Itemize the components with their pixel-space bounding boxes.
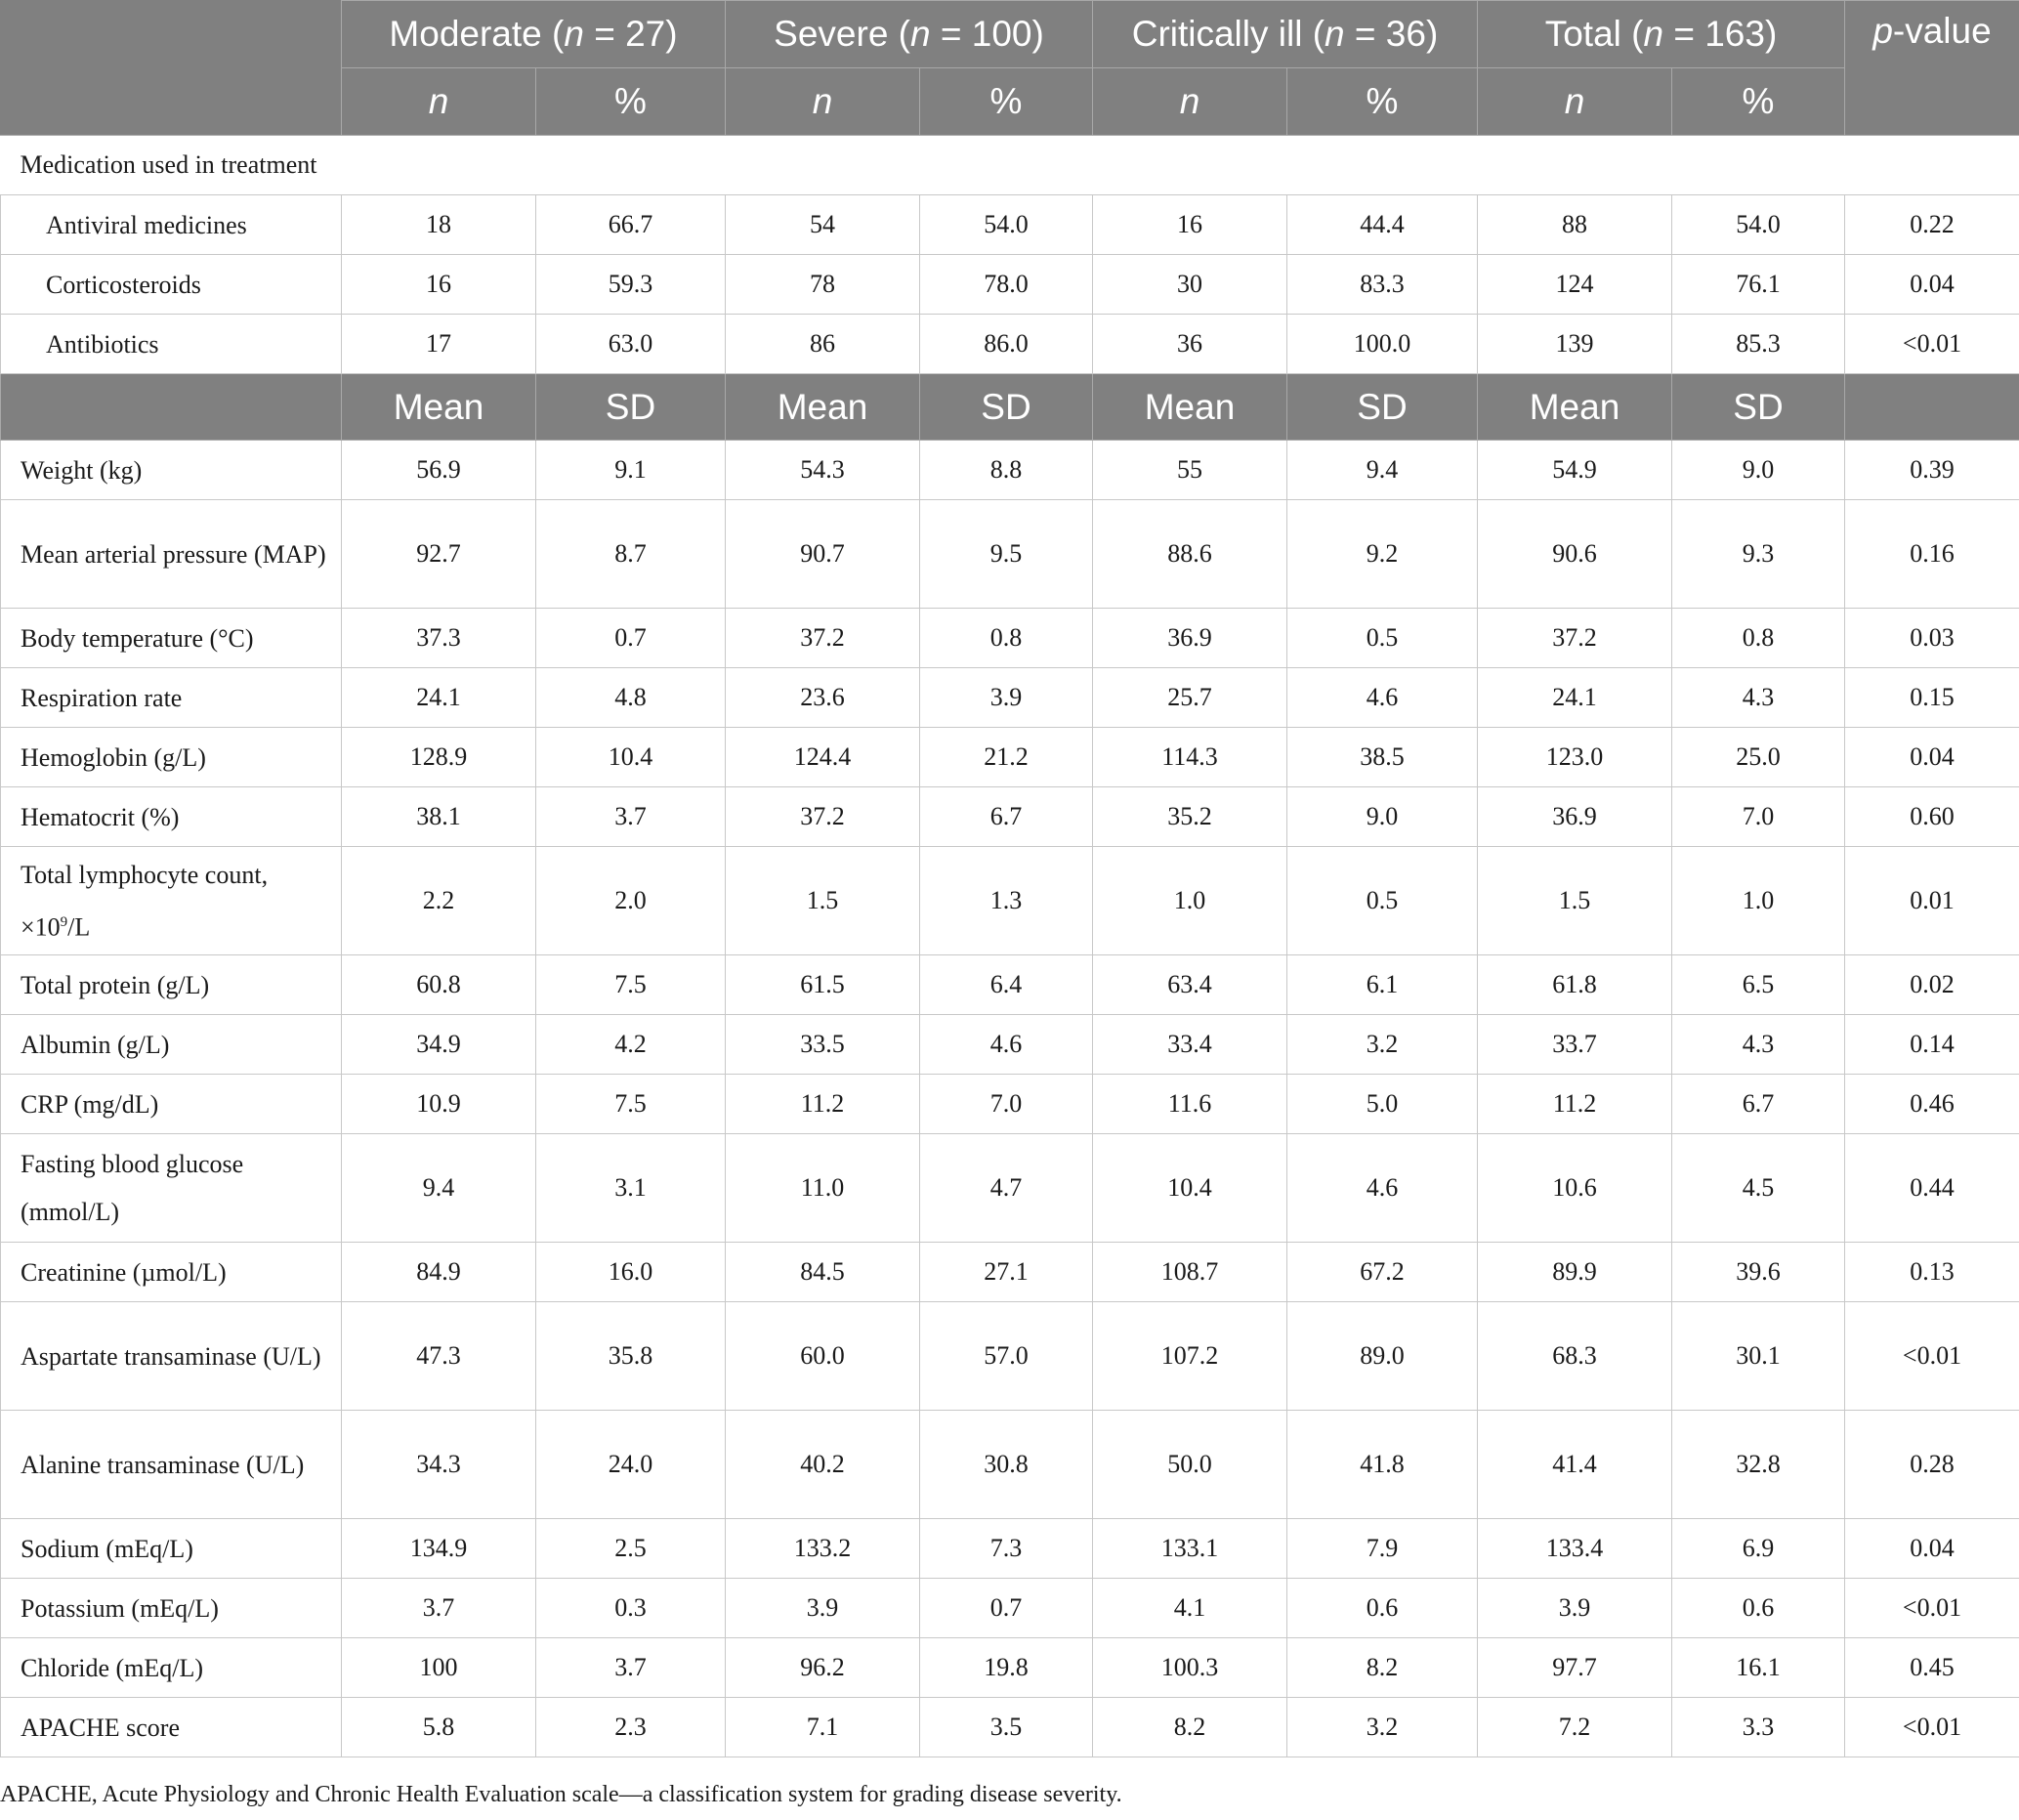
table-cell: 107.2 <box>1093 1302 1287 1411</box>
p-value-cell: 0.04 <box>1845 728 2019 787</box>
table-cell: 4.2 <box>536 1015 726 1075</box>
table-cell: 54.0 <box>1672 195 1845 255</box>
table-cell: 0.6 <box>1672 1579 1845 1638</box>
table-cell: 90.6 <box>1478 500 1672 609</box>
table-cell: 9.5 <box>920 500 1093 609</box>
table-cell: 5.0 <box>1287 1075 1478 1134</box>
table-cell: 30.1 <box>1672 1302 1845 1411</box>
table-cell: 37.2 <box>726 787 920 847</box>
row-label: Weight (kg) <box>1 441 342 500</box>
table-row <box>1 1519 2019 1579</box>
table-cell: 10.9 <box>342 1075 536 1134</box>
table-cell: 7.5 <box>536 1075 726 1134</box>
table-cell: 18 <box>342 195 536 255</box>
p-value-cell: 0.39 <box>1845 441 2019 500</box>
p-value-cell: 0.13 <box>1845 1243 2019 1302</box>
table-cell: 88.6 <box>1093 500 1287 609</box>
table-cell: 7.3 <box>920 1519 1093 1579</box>
table-cell: 6.9 <box>1672 1519 1845 1579</box>
table-cell: 61.8 <box>1478 955 1672 1015</box>
table-cell: 59.3 <box>536 255 726 315</box>
table-cell: 41.4 <box>1478 1411 1672 1519</box>
table-cell: 60.0 <box>726 1302 920 1411</box>
table-row <box>1 955 2019 1015</box>
header-row-groups <box>1 1 2019 68</box>
table-row <box>1 315 2019 374</box>
table-cell: 38.1 <box>342 787 536 847</box>
row-label-tail: /L <box>67 912 91 942</box>
table-cell: 66.7 <box>536 195 726 255</box>
table-cell: 100 <box>342 1638 536 1698</box>
header-sd: SD <box>920 374 1093 441</box>
table-cell: 128.9 <box>342 728 536 787</box>
table-cell: 0.5 <box>1287 847 1478 955</box>
p-value-cell: 0.15 <box>1845 668 2019 728</box>
table-cell: 78 <box>726 255 920 315</box>
table-row <box>1 1638 2019 1698</box>
table-cell: 33.5 <box>726 1015 920 1075</box>
table-cell: 3.9 <box>726 1579 920 1638</box>
row-label: Antiviral medicines <box>1 195 342 255</box>
table-cell: 9.0 <box>1287 787 1478 847</box>
table-cell: 4.6 <box>1287 668 1478 728</box>
table-cell: 4.8 <box>536 668 726 728</box>
table-cell: 3.7 <box>536 1638 726 1698</box>
table-cell: 3.7 <box>536 787 726 847</box>
table-row <box>1 1698 2019 1757</box>
table-cell: 10.4 <box>536 728 726 787</box>
row-label-superscript: 9 <box>60 913 68 930</box>
table-cell: 4.3 <box>1672 668 1845 728</box>
table-cell: 84.9 <box>342 1243 536 1302</box>
table-cell: 76.1 <box>1672 255 1845 315</box>
table-cell: 24.1 <box>342 668 536 728</box>
table-cell: 89.9 <box>1478 1243 1672 1302</box>
table-cell: 9.2 <box>1287 500 1478 609</box>
header-mean: Mean <box>1093 374 1287 441</box>
table-cell: 1.0 <box>1672 847 1845 955</box>
table-row <box>1 1411 2019 1519</box>
header-pct: % <box>1287 68 1478 136</box>
table-cell: 2.0 <box>536 847 726 955</box>
table-cell: 68.3 <box>1478 1302 1672 1411</box>
table-cell: 39.6 <box>1672 1243 1845 1302</box>
table-cell: 44.4 <box>1287 195 1478 255</box>
table-cell: 4.5 <box>1672 1134 1845 1243</box>
table-cell: 11.2 <box>1478 1075 1672 1134</box>
row-label: Antibiotics <box>1 315 342 374</box>
header-pvalue: p-value <box>1845 1 2019 136</box>
table-cell: 3.3 <box>1672 1698 1845 1757</box>
table-cell: 92.7 <box>342 500 536 609</box>
p-value-cell: <0.01 <box>1845 1302 2019 1411</box>
row-label: Hematocrit (%) <box>1 787 342 847</box>
table-cell: 6.7 <box>1672 1075 1845 1134</box>
table-cell: 96.2 <box>726 1638 920 1698</box>
table-row <box>1 1243 2019 1302</box>
table-cell: 114.3 <box>1093 728 1287 787</box>
table-cell: 30 <box>1093 255 1287 315</box>
table-cell: 3.2 <box>1287 1698 1478 1757</box>
table-cell: 133.1 <box>1093 1519 1287 1579</box>
table-cell: 16 <box>1093 195 1287 255</box>
table-cell: 61.5 <box>726 955 920 1015</box>
section-title: Medication used in treatment <box>1 136 2019 195</box>
table-cell: 11.0 <box>726 1134 920 1243</box>
table-cell: 133.2 <box>726 1519 920 1579</box>
table-cell: 90.7 <box>726 500 920 609</box>
table-cell: 6.5 <box>1672 955 1845 1015</box>
table-cell: 6.4 <box>920 955 1093 1015</box>
header-group-severe: Severe (n = 100) <box>726 1 1093 68</box>
table-cell: 3.9 <box>1478 1579 1672 1638</box>
row-label: CRP (mg/dL) <box>1 1075 342 1134</box>
table-cell: 89.0 <box>1287 1302 1478 1411</box>
table-cell: 134.9 <box>342 1519 536 1579</box>
table-row <box>1 1134 2019 1243</box>
table-cell: 100.0 <box>1287 315 1478 374</box>
table-cell: 38.5 <box>1287 728 1478 787</box>
table-cell: 56.9 <box>342 441 536 500</box>
table-cell: 124.4 <box>726 728 920 787</box>
p-value-cell: 0.44 <box>1845 1134 2019 1243</box>
table-cell: 54 <box>726 195 920 255</box>
table-cell: 88 <box>1478 195 1672 255</box>
table-row <box>1 609 2019 668</box>
table-cell: 60.8 <box>342 955 536 1015</box>
header-sd: SD <box>536 374 726 441</box>
table-row <box>1 1302 2019 1411</box>
table-cell: 0.5 <box>1287 609 1478 668</box>
table-cell: 4.3 <box>1672 1015 1845 1075</box>
table-cell: 54.3 <box>726 441 920 500</box>
table-row <box>1 255 2019 315</box>
table-cell: 1.5 <box>1478 847 1672 955</box>
header-n: n <box>1478 68 1672 136</box>
table-cell: 11.2 <box>726 1075 920 1134</box>
table-cell: 9.4 <box>342 1134 536 1243</box>
header-n: n <box>726 68 920 136</box>
row-label: Sodium (mEq/L) <box>1 1519 342 1579</box>
table-cell: 86 <box>726 315 920 374</box>
table-cell: 7.5 <box>536 955 726 1015</box>
p-value-cell: <0.01 <box>1845 1698 2019 1757</box>
table-cell: 8.2 <box>1287 1638 1478 1698</box>
p-value-cell: 0.04 <box>1845 1519 2019 1579</box>
header-sd: SD <box>1287 374 1478 441</box>
section-row <box>1 136 2019 195</box>
table-cell: 24.1 <box>1478 668 1672 728</box>
table-cell: 100.3 <box>1093 1638 1287 1698</box>
row-label: APACHE score <box>1 1698 342 1757</box>
table-cell: 3.9 <box>920 668 1093 728</box>
header-group-critically-ill: Critically ill (n = 36) <box>1093 1 1478 68</box>
header-n: n <box>342 68 536 136</box>
table-cell: 30.8 <box>920 1411 1093 1519</box>
table-cell: 54.0 <box>920 195 1093 255</box>
row-label: Aspartate transaminase (U/L) <box>1 1302 342 1411</box>
table-cell: 0.7 <box>920 1579 1093 1638</box>
table-cell: 19.8 <box>920 1638 1093 1698</box>
table-row <box>1 1075 2019 1134</box>
table-header <box>1 1 2019 136</box>
table-cell: 47.3 <box>342 1302 536 1411</box>
table-cell: 24.0 <box>536 1411 726 1519</box>
table-cell: 10.6 <box>1478 1134 1672 1243</box>
table-cell: 86.0 <box>920 315 1093 374</box>
table-cell: 50.0 <box>1093 1411 1287 1519</box>
table-cell: 3.5 <box>920 1698 1093 1757</box>
table-cell: 25.7 <box>1093 668 1287 728</box>
table-cell: 41.8 <box>1287 1411 1478 1519</box>
table-row <box>1 1579 2019 1638</box>
table-cell: 55 <box>1093 441 1287 500</box>
table-cell: 1.0 <box>1093 847 1287 955</box>
table-cell: 4.1 <box>1093 1579 1287 1638</box>
table-cell: 3.1 <box>536 1134 726 1243</box>
table-row <box>1 847 2019 955</box>
row-label: Albumin (g/L) <box>1 1015 342 1075</box>
header-group-moderate: Moderate (n = 27) <box>342 1 726 68</box>
table-cell: 36 <box>1093 315 1287 374</box>
table-cell: 124 <box>1478 255 1672 315</box>
table-cell: 4.6 <box>920 1015 1093 1075</box>
table-cell: 139 <box>1478 315 1672 374</box>
table-cell: 5.8 <box>342 1698 536 1757</box>
table-cell: 35.8 <box>536 1302 726 1411</box>
table-cell: 10.4 <box>1093 1134 1287 1243</box>
table-cell: 4.6 <box>1287 1134 1478 1243</box>
table-cell: 108.7 <box>1093 1243 1287 1302</box>
p-value-cell: 0.46 <box>1845 1075 2019 1134</box>
table-cell: 2.3 <box>536 1698 726 1757</box>
row-label: Fasting blood glucose (mmol/L) <box>1 1134 342 1243</box>
header-mean: Mean <box>1478 374 1672 441</box>
table-row <box>1 1015 2019 1075</box>
table-cell: 27.1 <box>920 1243 1093 1302</box>
table-cell: 16.1 <box>1672 1638 1845 1698</box>
p-value-cell: 0.01 <box>1845 847 2019 955</box>
table-cell: 63.4 <box>1093 955 1287 1015</box>
row-label: Hemoglobin (g/L) <box>1 728 342 787</box>
table-row <box>1 441 2019 500</box>
p-value-cell: <0.01 <box>1845 1579 2019 1638</box>
table-cell: 57.0 <box>920 1302 1093 1411</box>
table-cell: 1.5 <box>726 847 920 955</box>
table-cell: 78.0 <box>920 255 1093 315</box>
table-cell: 97.7 <box>1478 1638 1672 1698</box>
header-n: n <box>1093 68 1287 136</box>
p-value-cell: <0.01 <box>1845 315 2019 374</box>
header-pct: % <box>1672 68 1845 136</box>
table-cell: 63.0 <box>536 315 726 374</box>
table-cell: 9.4 <box>1287 441 1478 500</box>
header-corner <box>1 1 342 136</box>
table-cell: 3.2 <box>1287 1015 1478 1075</box>
row-label: Chloride (mEq/L) <box>1 1638 342 1698</box>
table-cell: 34.9 <box>342 1015 536 1075</box>
table-cell: 21.2 <box>920 728 1093 787</box>
table-cell: 7.1 <box>726 1698 920 1757</box>
header-mean: Mean <box>342 374 536 441</box>
row-label: Respiration rate <box>1 668 342 728</box>
table-cell: 0.6 <box>1287 1579 1478 1638</box>
table-cell: 2.5 <box>536 1519 726 1579</box>
table-body <box>1 136 2019 1757</box>
table-cell: 25.0 <box>1672 728 1845 787</box>
header-group-total: Total (n = 163) <box>1478 1 1845 68</box>
table-cell: 16 <box>342 255 536 315</box>
table-cell: 67.2 <box>1287 1243 1478 1302</box>
p-value-cell: 0.16 <box>1845 500 2019 609</box>
table-row <box>1 500 2019 609</box>
table-cell: 7.9 <box>1287 1519 1478 1579</box>
p-value-cell: 0.14 <box>1845 1015 2019 1075</box>
header-blank <box>1845 374 2019 441</box>
p-value-cell: 0.03 <box>1845 609 2019 668</box>
p-value-cell: 0.60 <box>1845 787 2019 847</box>
table-cell: 6.1 <box>1287 955 1478 1015</box>
table-cell: 11.6 <box>1093 1075 1287 1134</box>
table-row <box>1 195 2019 255</box>
table-cell: 1.3 <box>920 847 1093 955</box>
table-cell: 54.9 <box>1478 441 1672 500</box>
table-cell: 7.0 <box>920 1075 1093 1134</box>
table-cell: 37.2 <box>1478 609 1672 668</box>
table-cell: 7.0 <box>1672 787 1845 847</box>
row-label: Creatinine (µmol/L) <box>1 1243 342 1302</box>
table-cell: 33.7 <box>1478 1015 1672 1075</box>
table-cell: 33.4 <box>1093 1015 1287 1075</box>
table-cell: 40.2 <box>726 1411 920 1519</box>
header-pct: % <box>920 68 1093 136</box>
table-cell: 34.3 <box>342 1411 536 1519</box>
table-cell: 8.2 <box>1093 1698 1287 1757</box>
row-label: Body temperature (°C) <box>1 609 342 668</box>
header-mean: Mean <box>726 374 920 441</box>
row-label-text: Total lymphocyte count, ×10 <box>21 860 269 942</box>
table-cell: 23.6 <box>726 668 920 728</box>
p-value-cell: 0.02 <box>1845 955 2019 1015</box>
table-cell: 16.0 <box>536 1243 726 1302</box>
table-cell: 3.7 <box>342 1579 536 1638</box>
table-cell: 0.7 <box>536 609 726 668</box>
header-pct: % <box>536 68 726 136</box>
table-row <box>1 668 2019 728</box>
table-cell: 36.9 <box>1093 609 1287 668</box>
table-cell: 37.2 <box>726 609 920 668</box>
header-sd: SD <box>1672 374 1845 441</box>
table-cell: 9.1 <box>536 441 726 500</box>
footnote: APACHE, Acute Physiology and Chronic Health Evaluation scale—a classification system for grading disease severity. <box>0 1782 1122 1807</box>
p-value-cell: 0.28 <box>1845 1411 2019 1519</box>
table-row <box>1 787 2019 847</box>
table-cell: 2.2 <box>342 847 536 955</box>
table-cell: 17 <box>342 315 536 374</box>
table-cell: 0.3 <box>536 1579 726 1638</box>
header-blank <box>1 374 342 441</box>
p-value-cell: 0.45 <box>1845 1638 2019 1698</box>
row-label: Total protein (g/L) <box>1 955 342 1015</box>
p-value-cell: 0.04 <box>1845 255 2019 315</box>
table-cell: 37.3 <box>342 609 536 668</box>
table-cell: 8.8 <box>920 441 1093 500</box>
table-cell: 123.0 <box>1478 728 1672 787</box>
table-cell: 0.8 <box>1672 609 1845 668</box>
table-cell: 4.7 <box>920 1134 1093 1243</box>
row-label: Mean arterial pressure (MAP) <box>1 500 342 609</box>
header-row-mean-sd <box>1 374 2019 441</box>
table-cell: 36.9 <box>1478 787 1672 847</box>
table-cell: 7.2 <box>1478 1698 1672 1757</box>
row-label: Potassium (mEq/L) <box>1 1579 342 1638</box>
table-cell: 9.0 <box>1672 441 1845 500</box>
table-cell: 84.5 <box>726 1243 920 1302</box>
p-value-cell: 0.22 <box>1845 195 2019 255</box>
row-label <box>1 847 342 955</box>
table-cell: 9.3 <box>1672 500 1845 609</box>
table-row <box>1 728 2019 787</box>
table-cell: 83.3 <box>1287 255 1478 315</box>
row-label: Corticosteroids <box>1 255 342 315</box>
table-cell: 35.2 <box>1093 787 1287 847</box>
table-cell: 0.8 <box>920 609 1093 668</box>
table-cell: 85.3 <box>1672 315 1845 374</box>
row-label: Alanine transaminase (U/L) <box>1 1411 342 1519</box>
table-cell: 8.7 <box>536 500 726 609</box>
table-cell: 6.7 <box>920 787 1093 847</box>
table-cell: 133.4 <box>1478 1519 1672 1579</box>
table-cell: 32.8 <box>1672 1411 1845 1519</box>
